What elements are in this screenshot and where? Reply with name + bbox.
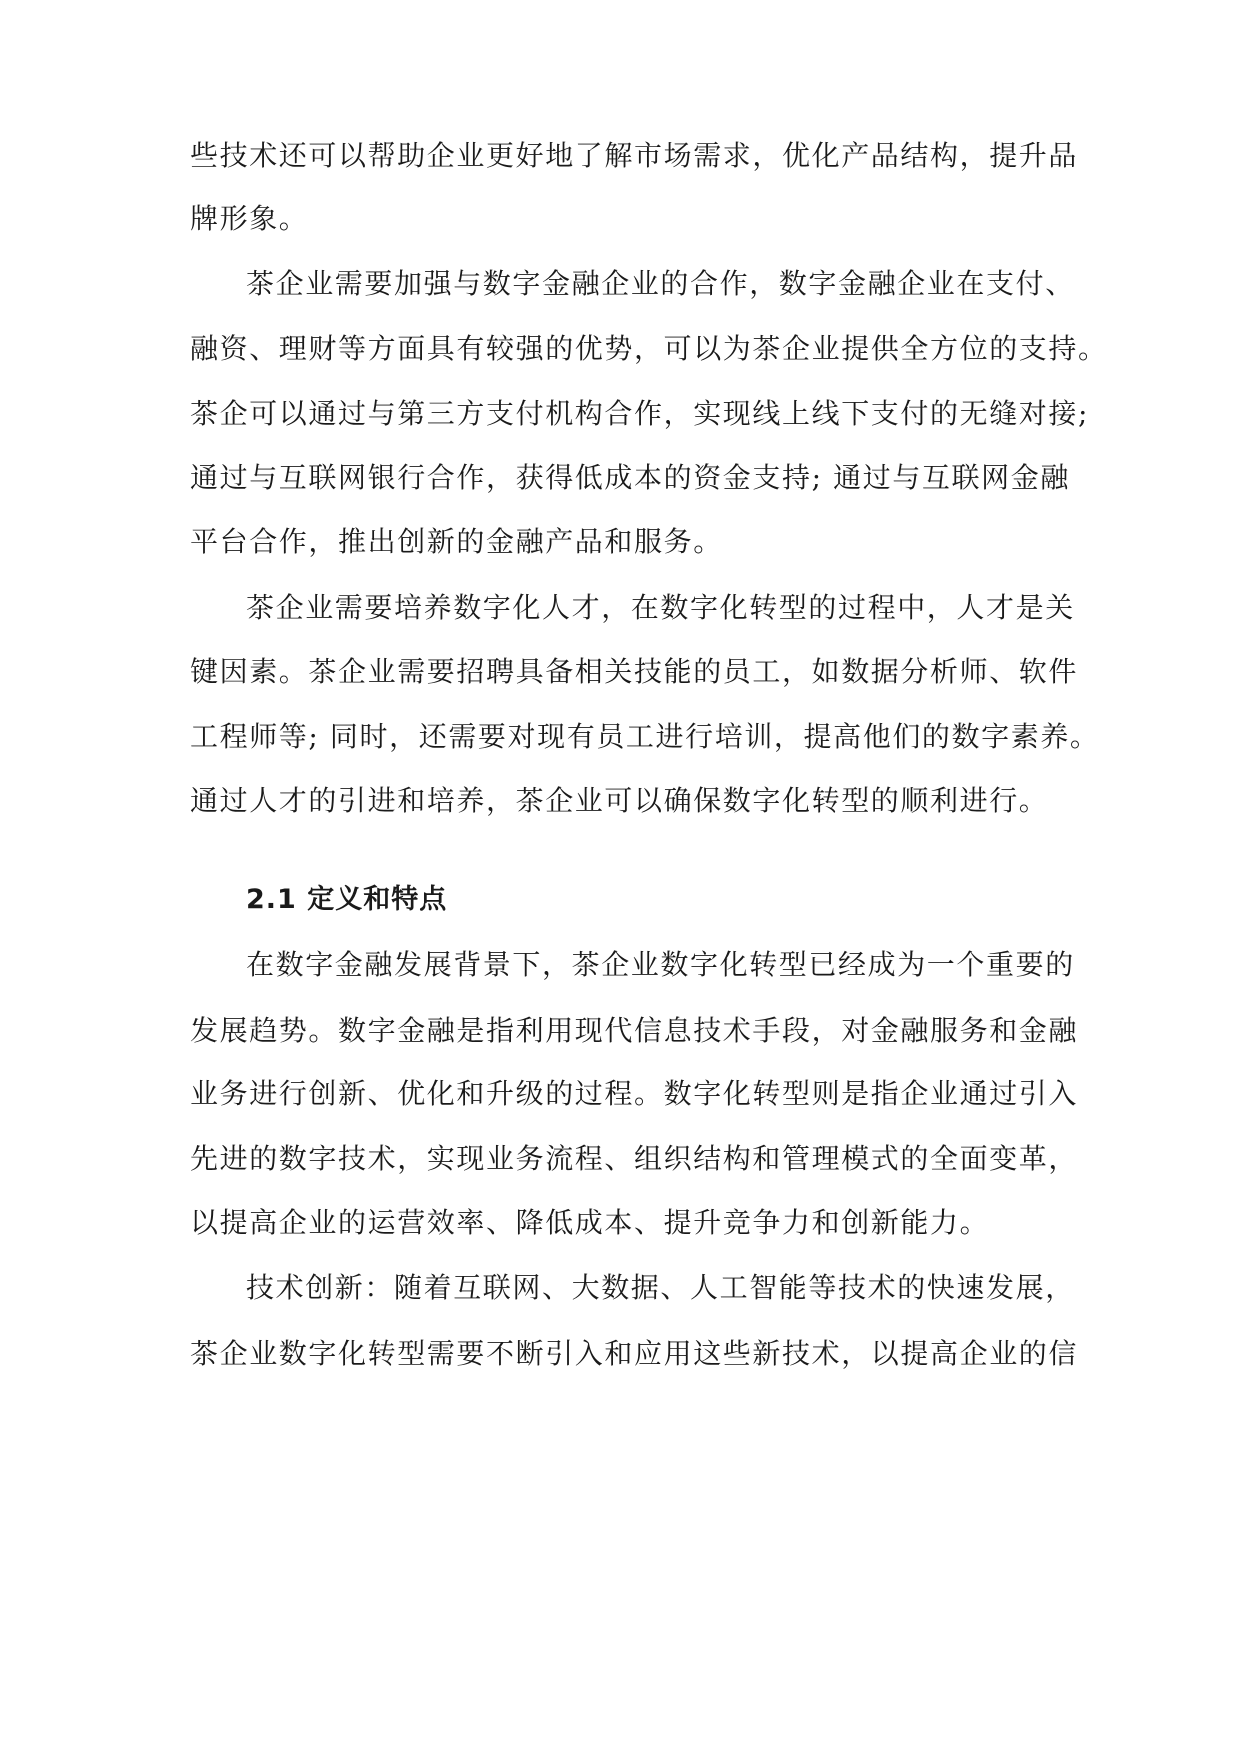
paragraph-line: 茶企业数字化转型需要不断引入和应用这些新技术，以提高企业的信 xyxy=(190,1337,1079,1370)
paragraph-line: 先进的数字技术，实现业务流程、组织结构和管理模式的全面变革， xyxy=(190,1142,1079,1175)
paragraph-line: 通过人才的引进和培养，茶企业可以确保数字化转型的顺利进行。 xyxy=(190,784,1049,817)
paragraph-line: 茶企业需要加强与数字金融企业的合作，数字金融企业在支付、 xyxy=(246,267,1075,300)
section-heading: 2.1 定义和特点 xyxy=(246,884,448,915)
paragraph-line: 键因素。茶企业需要招聘具备相关技能的员工，如数据分析师、软件 xyxy=(190,655,1079,688)
paragraph-line: 在数字金融发展背景下，茶企业数字化转型已经成为一个重要的 xyxy=(246,948,1075,981)
paragraph-line: 通过与互联网银行合作，获得低成本的资金支持; 通过与互联网金融 xyxy=(190,461,1070,494)
paragraph-line: 些技术还可以帮助企业更好地了解市场需求，优化产品结构，提升品 xyxy=(190,139,1079,172)
paragraph-line: 平台合作，推出创新的金融产品和服务。 xyxy=(190,525,723,558)
paragraph-line: 技术创新：随着互联网、大数据、人工智能等技术的快速发展， xyxy=(246,1271,1075,1304)
paragraph-line: 业务进行创新、优化和升级的过程。数字化转型则是指企业通过引入 xyxy=(190,1077,1079,1110)
paragraph-line: 发展趋势。数字金融是指利用现代信息技术手段，对金融服务和金融 xyxy=(190,1014,1079,1047)
paragraph-line: 茶企可以通过与第三方支付机构合作，实现线上线下支付的无缝对接; xyxy=(190,397,1090,430)
paragraph-line: 工程师等; 同时，还需要对现有员工进行培训，提高他们的数字素养。 xyxy=(190,720,1100,753)
paragraph-line: 茶企业需要培养数字化人才，在数字化转型的过程中，人才是关 xyxy=(246,591,1075,624)
paragraph-line: 融资、理财等方面具有较强的优势，可以为茶企业提供全方位的支持。 xyxy=(190,332,1108,365)
paragraph-line: 牌形象。 xyxy=(190,202,309,235)
paragraph-line: 以提高企业的运营效率、降低成本、提升竞争力和创新能力。 xyxy=(190,1206,990,1239)
